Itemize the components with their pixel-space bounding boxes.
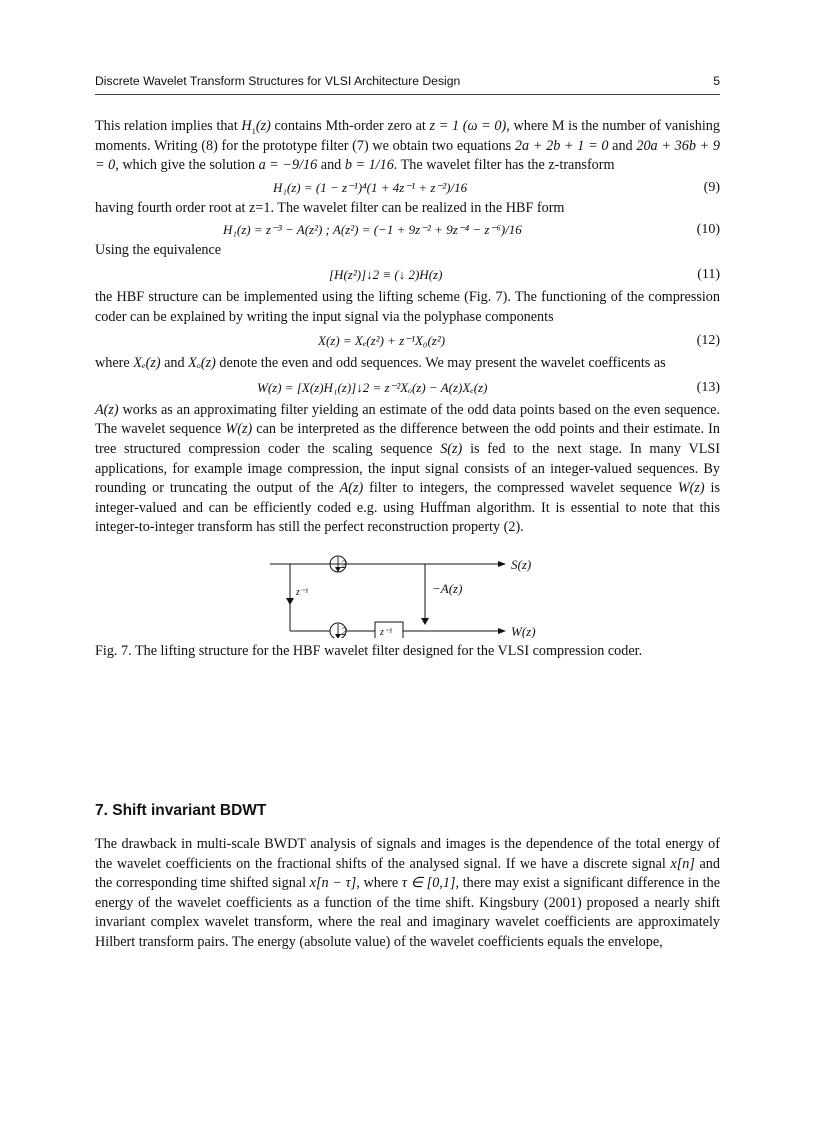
main-column [95, 117, 720, 662]
paragraph-1: This relation implies that $H_1(z)$ contains Mth-order zero at z = 1 (ω = 0), where M is the number of vanishing moments. Writing (8) for the prototype filter (7) we obtain two equations 2a + 2b + 1 = 0 and 20a + 36b + 9 = 0, which give the solution a = −9/16 and b = 1/16. The wavelet filter has the z-transform [95, 118, 720, 174]
equation-12: X(z) = Xₑ(z²) + z⁻¹X₀(z²) (12) [318, 333, 720, 349]
running-title: Discrete Wavelet Transform Structures for VLSI Architecture Design [95, 74, 461, 88]
paragraph-3: A(z) works as an approximating filter yielding an estimate of the odd data points based on the even sequence. The wavelet sequence W(z) can be interpreted as the difference between the odd points and their estimate. In tree structured compression coder the scaling sequence S(z) is fed to the next stage. In many VLSI applications, for example image compression, the input signal consists of an integer-valued sequences. By rounding or truncating the output of the A(z) filter to integers, the compressed wavelet sequence W(z) is integer-valued and can be efficiently coded e.g. using Huffman algorithm. It is essential to note that this integer-to-integer transform has still the perfect reconstruction property (2). [95, 401, 721, 536]
text-after-eq11: the HBF structure can be implemented using the lifting scheme (Fig. 7). The functioning of the compression coder can be explained by writing the input signal via the polyphase components [95, 288, 720, 325]
text-after-eq9: having fourth order root at z=1. The wavelet filter can be realized in the HBF form [95, 199, 565, 216]
section-7-body [95, 835, 720, 953]
figure-caption: Fig. 7. The lifting structure for the HBF wavelet filter designed for the VLSI compression coder. [95, 642, 643, 659]
downsampler-top-label: 2 [341, 556, 347, 571]
page-header [95, 72, 720, 95]
page-number: 5 [713, 74, 720, 88]
lifting-structure-svg [95, 544, 720, 638]
section-heading: 7. Shift invariant BDWT [95, 802, 267, 819]
section-7 [95, 802, 720, 820]
output-bottom-label: W(z) [511, 623, 536, 638]
downsampler-bottom-label: 2 [341, 623, 347, 638]
delay-left-label: z⁻¹ [296, 586, 309, 598]
output-top-label: S(z) [511, 556, 532, 572]
delay-box-label: z⁻¹ [380, 626, 393, 638]
text-after-eq12: where Xₑ(z) and Xₒ(z) denote the even and odd sequences. We may present the wavelet coefficents as [95, 355, 666, 372]
text-after-eq10: Using the equivalence [95, 242, 222, 259]
equation-13: W(z) = [X(z)H₁(z)]↓2 = z⁻²Xₒ(z) − A(z)Xₑ(z) (13) [257, 379, 720, 395]
equation-10: H₁(z) = z⁻³ − A(z²) ; A(z²) = (−1 + 9z⁻² + 9z⁻⁴ − z⁻⁶)/16 (10) [223, 222, 720, 238]
equation-11: [H(z²)]↓2 ≡ (↓ 2)H(z) (11) [329, 266, 720, 282]
paragraph-4: The drawback in multi-scale BWDT analysis of signals and images is the dependence of the total energy of the wavelet coefficients on the fractional shifts of the analysed signal. If we have a discrete signal x[n] and the corresponding time shifted signal x[n − τ], where τ ∈ [0,1], there may exist a significant difference in the energy of the wavelet coefficients as a function of the time shift. Kingsbury (2001) proposed a nearly shift invariant complex wavelet transform, where the real and imaginary wavelet coefficients are approximately Hilbert transform pairs. The energy (absolute value) of the wavelet coefficients equals the envelope, [95, 836, 720, 950]
filter-label: −A(z) [432, 580, 463, 596]
figure-7-diagram [95, 544, 720, 638]
equation-9: H₁(z) = (1 − z⁻¹)⁴(1 + 4z⁻¹ + z⁻²)/16 (9) [273, 179, 720, 195]
